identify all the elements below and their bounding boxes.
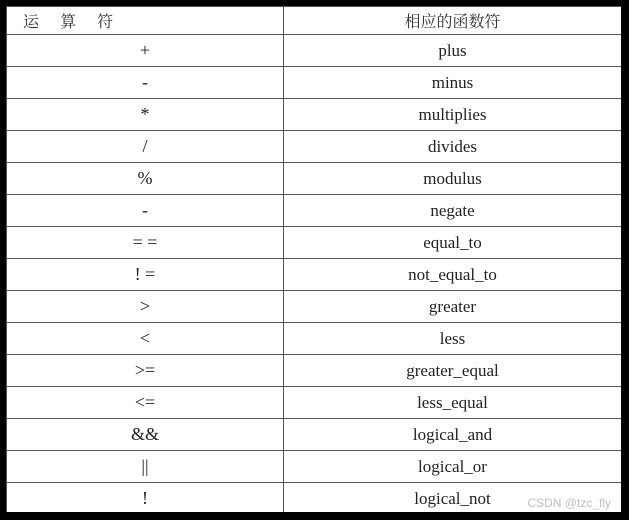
table-row [7,35,622,67]
operator-cell: - [7,67,284,99]
operator-cell: = = [7,227,284,259]
operator-function-table [6,6,621,512]
function-cell: logical_and [284,419,622,451]
operator-cell: - [7,195,284,227]
table-row [7,163,622,195]
header-function: 相应的函数符 [284,7,622,35]
function-cell: modulus [284,163,622,195]
table-row [7,131,622,163]
operator-cell: > [7,291,284,323]
function-cell: greater_equal [284,355,622,387]
operator-cell: ! [7,483,284,513]
operator-cell: ! = [7,259,284,291]
table-row [7,451,622,483]
operator-cell: % [7,163,284,195]
function-cell: less [284,323,622,355]
function-cell: equal_to [284,227,622,259]
operator-cell: * [7,99,284,131]
table-header-row [7,7,622,35]
operator-cell: >= [7,355,284,387]
function-cell: logical_or [284,451,622,483]
function-cell: minus [284,67,622,99]
function-cell: not_equal_to [284,259,622,291]
document-frame [6,6,621,512]
table-row [7,227,622,259]
table-row [7,355,622,387]
function-cell: plus [284,35,622,67]
operator-cell: || [7,451,284,483]
operator-cell: / [7,131,284,163]
table-row [7,67,622,99]
function-cell: greater [284,291,622,323]
function-cell: logical_not [284,483,622,513]
table-row [7,99,622,131]
header-operator: 运 算 符 [7,7,284,35]
operator-cell: < [7,323,284,355]
table-row [7,291,622,323]
operator-cell: && [7,419,284,451]
table-row [7,323,622,355]
table-row [7,387,622,419]
watermark: CSDN @tzc_fly [527,496,611,510]
function-cell: negate [284,195,622,227]
table-row [7,419,622,451]
table-row [7,259,622,291]
table-row [7,195,622,227]
operator-cell: + [7,35,284,67]
function-cell: multiplies [284,99,622,131]
operator-cell: <= [7,387,284,419]
function-cell: less_equal [284,387,622,419]
function-cell: divides [284,131,622,163]
